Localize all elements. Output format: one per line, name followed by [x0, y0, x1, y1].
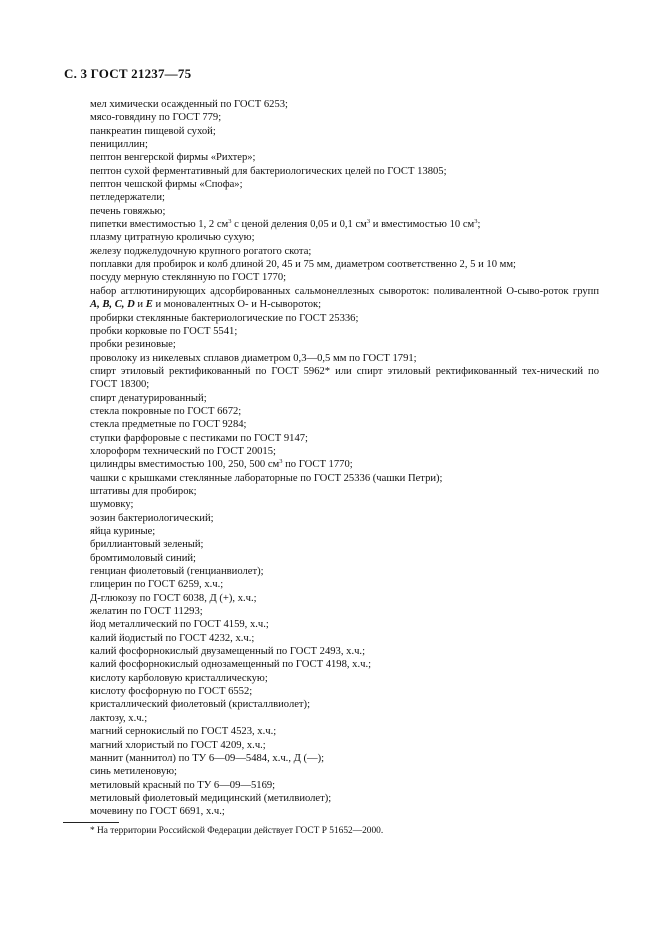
list-item-spirit: спирт этиловый ректификованный по ГОСТ 5962* или спирт этиловый ректификованный тех-нический по ГОСТ 18300;: [90, 365, 599, 391]
list-item: мел химически осажденный по ГОСТ 6253;: [90, 99, 288, 110]
list-item-cylinders: [63, 458, 599, 471]
list-item: маннит (маннитол) по ТУ 6—09—5484, х.ч., Д (—);: [90, 752, 325, 764]
list-item: пробирки стеклянные бактериологические по ГОСТ 25336;: [90, 312, 359, 324]
list-item: метиловый красный по ТУ 6—09—5169;: [90, 779, 276, 791]
list-item: метиловый фиолетовый медицинский (метилвиолет);: [90, 792, 332, 804]
superscript: 3: [474, 218, 478, 226]
list-item: пенициллин;: [90, 139, 148, 151]
list-item: калий фосфорнокислый однозамещенный по ГОСТ 4198, х.ч.;: [90, 659, 372, 671]
list-item: кислоту фосфорную по ГОСТ 6552;: [90, 686, 253, 698]
superscript: 3: [366, 218, 371, 226]
list-item: кислоту карболовую кристаллическую;: [90, 672, 268, 684]
text-run: и вместимостью 10 см: [370, 219, 475, 231]
list-item: ступки фарфоровые с пестиками по ГОСТ 9147;: [90, 432, 308, 444]
list-item: шумовку;: [90, 499, 134, 511]
list-item: пробки резиновые;: [90, 339, 176, 351]
list-item: глицерин по ГОСТ 6259, х.ч.;: [90, 579, 224, 591]
list-item-pipettes: [63, 218, 599, 231]
footnote: * На территории Российской Федерации действует ГОСТ Р 51652—2000.: [90, 826, 384, 836]
list-item: хлороформ технический по ГОСТ 20015;: [90, 445, 276, 457]
text-run: и моновалентных О- и Н-сывороток;: [152, 299, 322, 311]
text-run: и: [134, 299, 146, 311]
text-run: по ГОСТ 1770;: [282, 459, 353, 471]
document-body: [63, 98, 599, 819]
text-run: с ценой деления 0,05 и 0,1 см: [231, 219, 367, 231]
group-letter: Е: [145, 299, 153, 311]
superscript: 3: [279, 458, 283, 466]
list-item: плазму цитратную кроличью сухую;: [90, 232, 255, 244]
page-header: С. 3 ГОСТ 21237—75: [64, 66, 192, 81]
list-item: пептон сухой ферментативный для бактериологических целей по ГОСТ 13805;: [90, 165, 447, 177]
list-item: пробки корковые по ГОСТ 5541;: [90, 325, 238, 337]
list-item: чашки с крышками стеклянные лабораторные по ГОСТ 25336 (чашки Петри);: [90, 472, 443, 484]
list-item: бромтимоловый синий;: [90, 552, 196, 564]
list-item: пептон чешской фирмы «Спофа»;: [90, 179, 243, 191]
list-item: синь метиленовую;: [90, 766, 177, 778]
group-letters: А, В, С, D: [90, 299, 135, 311]
list-item: бриллиантовый зеленый;: [90, 539, 204, 551]
list-item: спирт денатурированный;: [90, 392, 207, 404]
text-run: цилиндры вместимостью 100, 250, 500 см: [90, 459, 280, 471]
text-run: пипетки вместимостью 1, 2 см: [90, 219, 229, 231]
text-run: набор агглютинирующих адсорбированных сальмонеллезных сывороток: поливалентной О-сыво-роток групп: [90, 285, 599, 297]
list-item: стекла покровные по ГОСТ 6672;: [90, 405, 242, 417]
list-item: панкреатин пищевой сухой;: [90, 125, 216, 137]
list-item: мясо-говядину по ГОСТ 779;: [90, 112, 222, 124]
list-item: эозин бактериологический;: [90, 512, 214, 524]
footnote-rule: [63, 822, 119, 823]
list-item: поплавки для пробирок и колб длиной 20, 45 и 75 мм, диаметром соответственно 2, 5 и 10 мм;: [90, 259, 516, 271]
list-item: железу поджелудочную крупного рогатого скота;: [90, 245, 312, 257]
list-item: штативы для пробирок;: [90, 485, 197, 497]
list-item: посуду мерную стеклянную по ГОСТ 1770;: [90, 272, 287, 284]
list-item: проволоку из никелевых сплавов диаметром 0,3—0,5 мм по ГОСТ 1791;: [90, 352, 417, 364]
list-item: магний хлористый по ГОСТ 4209, х.ч.;: [90, 739, 266, 751]
text-run: ;: [477, 219, 481, 231]
list-item: йод металлический по ГОСТ 4159, х.ч.;: [90, 619, 269, 631]
list-item: желатин по ГОСТ 11293;: [90, 606, 203, 618]
list-item: калий йодистый по ГОСТ 4232, х.ч.;: [90, 632, 255, 644]
list-item: калий фосфорнокислый двузамещенный по ГОСТ 2493, х.ч.;: [90, 646, 366, 658]
list-item: лактозу, х.ч.;: [90, 712, 148, 724]
list-item: кристаллический фиолетовый (кристаллвиолет);: [90, 699, 311, 711]
list-item: магний сернокислый по ГОСТ 4523, х.ч.;: [90, 726, 277, 738]
list-item: петледержатели;: [90, 192, 165, 204]
list-item: яйца куриные;: [90, 526, 156, 537]
list-item: печень говяжью;: [90, 205, 166, 217]
list-item: генциан фиолетовый (генцианвиолет);: [90, 566, 264, 578]
superscript: 3: [228, 218, 232, 226]
list-item: Д-глюкозу по ГОСТ 6038, Д (+), х.ч.;: [90, 592, 257, 604]
list-item: мочевину по ГОСТ 6691, х.ч.;: [90, 806, 225, 818]
list-item: пептон венгерской фирмы «Рихтер»;: [90, 152, 256, 164]
list-item: стекла предметные по ГОСТ 9284;: [90, 419, 247, 431]
list-item-serum-set: [63, 285, 599, 312]
